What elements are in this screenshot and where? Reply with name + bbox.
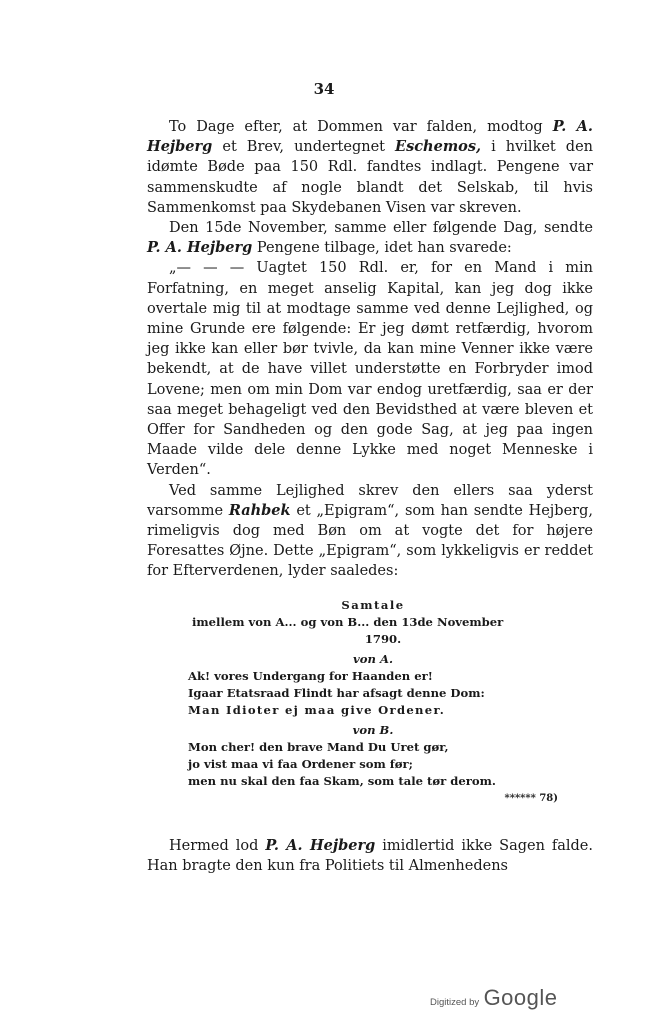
text-run: et Brev, undertegnet: [212, 139, 396, 156]
paragraph-closing: [147, 836, 593, 876]
text-run: Pengene tilbage, idet han svarede:: [252, 240, 512, 257]
text-run: „— — — Uagtet 150 Rdl. er, for en Mand i min Forfatning, en meget anselig Kapital, kan jeg dog ikke overtale mig til at modtage samme ved denne Lejlighed, og mine Grunde ere følgende: Er jeg dømt retfærdig, hvorom jeg ikke kan eller bør tvivle, da kan mine Venner ikke være bekendt, at de have villet understøtte en Forbryder imod Lovene; men om min Dom var endog uretfærdig, saa er der saa meget behageligt ved den Bevidsthed at være bleven et Offer for Sandheden og den gode Sag, at jeg paa ingen Maade vilde dele denne Lykke med noget Menneske i Verden“.: [147, 260, 593, 479]
italic-name: Rahbek: [228, 501, 291, 519]
body-text: [147, 117, 593, 582]
paragraph-2: [147, 218, 593, 258]
italic-name: P. A. Hejberg: [147, 118, 593, 156]
italic-name: P. A. Hejberg: [265, 837, 376, 854]
poem-line-a3: Man Idioter ej maa give Ordener.: [188, 703, 446, 717]
poem-year: 1790.: [364, 632, 402, 646]
watermark-brand: Google: [483, 985, 558, 1010]
closing-text: [147, 836, 593, 876]
text-run: imidlertid ikke Sagen falde. Han bragte den kun fra Politiets til Almenhedens: [147, 838, 593, 875]
poem-speaker-a: von A.: [353, 652, 393, 666]
text-run: i hvilket den idømte Bøde paa 150 Rdl. fandtes indlagt. Pengene var sammenskudte af nogle blandt det Selskab, til hvis Sammenkomst paa Skydebanen Visen var skreven.: [147, 139, 593, 216]
poem-subtitle: imellem von A... og von B... den 13de November: [192, 615, 504, 629]
poem-line-b2: jo vist maa vi faa Ordener som før;: [188, 757, 413, 771]
poem-line-a2: Igaar Etatsraad Flindt har afsagt denne Dom:: [188, 686, 485, 700]
poem-line-b3: men nu skal den faa Skam, som tale tør derom.: [188, 774, 496, 788]
italic-name: P. A. Hejberg: [147, 239, 253, 257]
poem-line-b1: Mon cher! den brave Mand Du Uret gør,: [188, 740, 449, 754]
paragraph-1: [147, 117, 593, 218]
google-watermark: [430, 985, 558, 1011]
poem-line-a1: Ak! vores Undergang for Haanden er!: [188, 669, 433, 683]
italic-name: Eschemos,: [395, 138, 482, 156]
poem-signature: ****** 78): [504, 793, 558, 804]
epigram-poem: [188, 597, 558, 807]
text-run: Hermed lod: [169, 838, 266, 854]
poem-speaker-b: von B.: [352, 723, 394, 737]
text-run: To Dage efter, at Dommen var falden, modtog: [169, 119, 553, 135]
poem-title: Samtale: [341, 598, 405, 612]
paragraph-3-quote: [147, 258, 593, 480]
text-run: Den 15de November, samme eller følgende Dag, sendte: [169, 220, 593, 237]
paragraph-4: [147, 481, 593, 582]
text-run: et „Epigram“, som han sendte Hejberg, rimeligvis dog med Bøn om at vogte det for højere Foresattes Øjne. Dette „Epigram“, som lykkeligvis er reddet for Efterverdenen, lyder saaledes:: [147, 502, 593, 580]
page-number: 34: [313, 80, 335, 98]
text-run: Ved samme Lejlighed skrev den ellers saa yderst varsomme: [147, 482, 593, 519]
watermark-prefix: Digitized by: [430, 997, 480, 1008]
